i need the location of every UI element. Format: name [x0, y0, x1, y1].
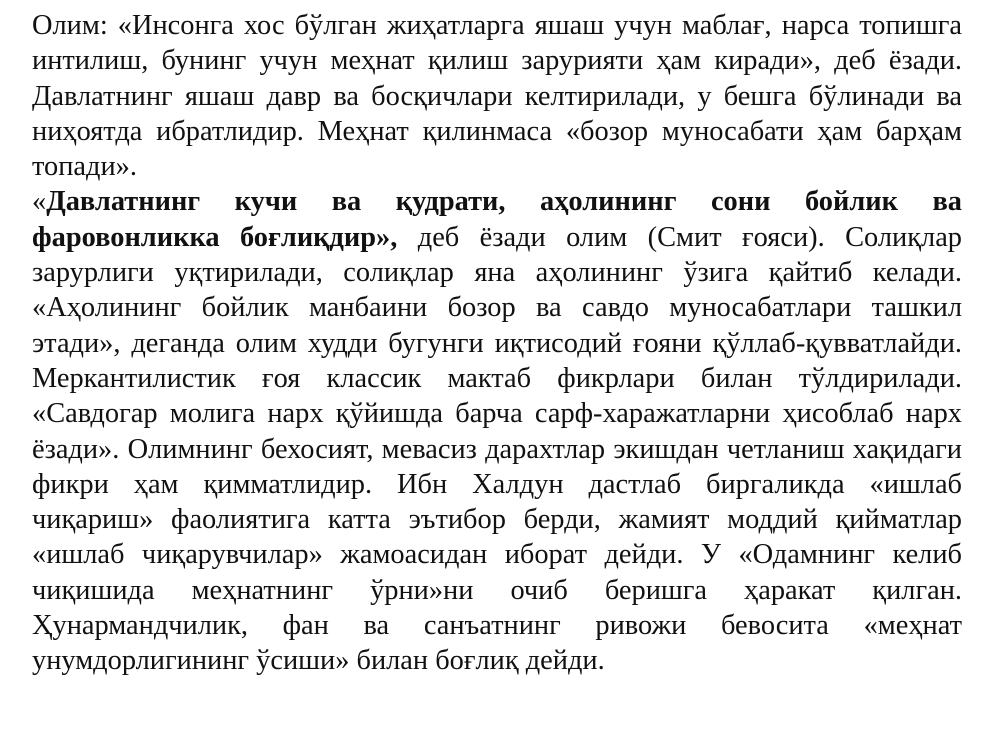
- document-page: [32, 8, 962, 679]
- paragraph-2-bold-quote: Давлатнинг кучи ва қудрати, аҳолининг сони бойлик ва фаровонликка боғлиқдир»,: [32, 186, 962, 253]
- paragraph-2: [32, 184, 962, 678]
- paragraph-2-body: деб ёзади олим (Смит ғояси). Солиқлар зарурлиги уқтирилади, солиқлар яна аҳолининг ўзига қайтиб келади. «Аҳолининг бойлик манбаини бозор ва савдо муносабатлари ташкил этади», деганда олим худди бугунги иқтисодий ғояни қўллаб-қувватлайди. Меркантилистик ғоя классик мактаб фикрлари билан тўлдирилади. «Савдогар молига нарх қўйишда барча сарф-харажатларни ҳисоблаб нарх ёзади». Олимнинг бехосият, мевасиз дарахтлар экишдан четланиш хақидаги фикри ҳам қимматлидир. Ибн Халдун дастлаб биргаликда «ишлаб чиқариш» фаолиятига катта эътибор берди, жамият моддий қийматлар «ишлаб чиқарувчилар» жамоасидан иборат дейди. У «Одамнинг келиб чиқишида меҳнатнинг ўрни»ни очиб беришга ҳаракат қилган. Ҳунармандчилик, фан ва санъатнинг ривожи бевосита «меҳнат унумдорлигининг ўсиши» билан боғлиқ дейди.: [32, 221, 962, 677]
- paragraph-1: Олим: «Инсонга хос бўлган жиҳатларга яшаш учун маблағ, нарса топишга интилиш, бунинг учун меҳнат қилиш зарурияти ҳам киради», деб ёзади. Давлатнинг яшаш давр ва босқичлари келтирилади, у бешга бўлинади ва ниҳоятда ибратлидир. Меҳнат қилинмаса «бозор муносабати ҳам барҳам топади».: [32, 10, 962, 183]
- paragraph-2-open-quote: «: [32, 186, 47, 218]
